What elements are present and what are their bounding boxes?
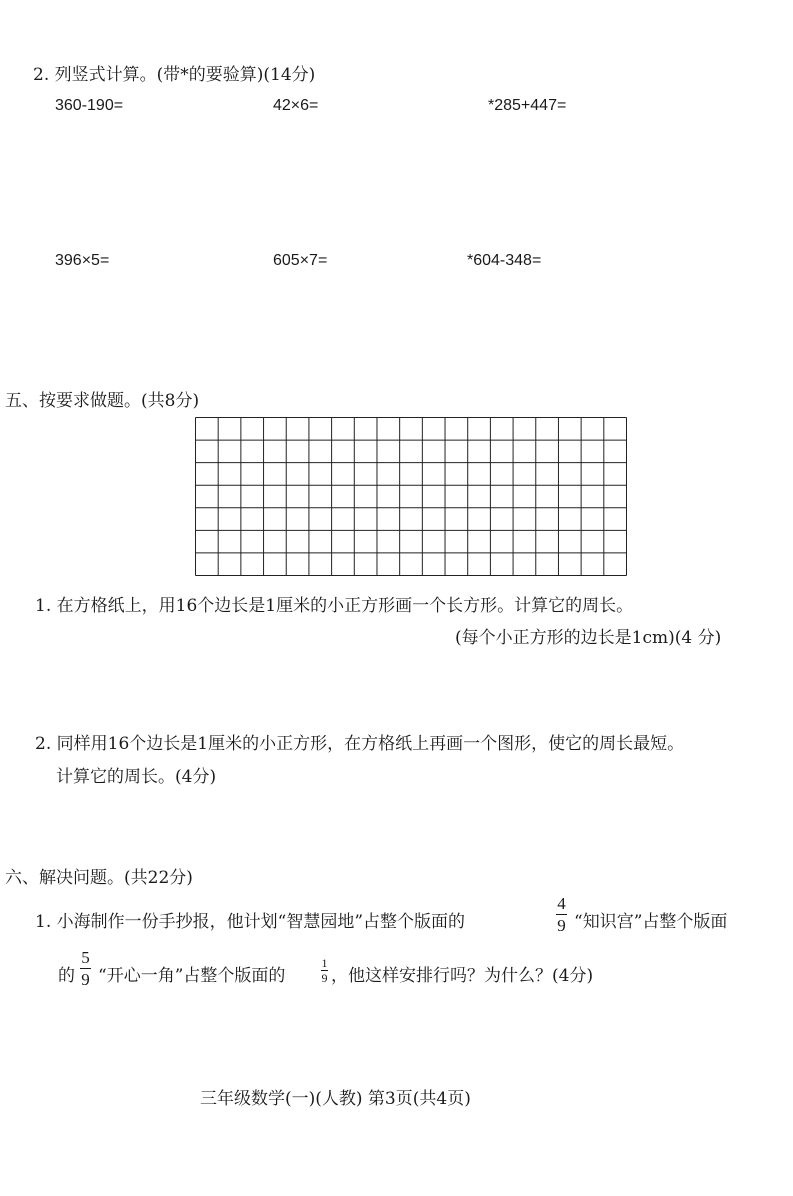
question-title: 2. 列竖式计算。(带*的要验算)(14分) (33, 65, 316, 85)
square-grid (195, 417, 627, 577)
fraction-numerator: 4 (557, 894, 566, 913)
fraction-denominator: 9 (557, 916, 566, 935)
fraction (321, 957, 328, 984)
question-note: (每个小正方形的边长是1cm)(4 分) (455, 628, 722, 648)
fraction-denominator: 9 (321, 971, 328, 985)
fraction-numerator: 1 (321, 956, 328, 970)
section-heading: 六、解决问题。(共22分) (5, 868, 193, 888)
expression: 605×7= (273, 252, 328, 269)
fraction (556, 895, 567, 934)
fraction-numerator: 5 (81, 948, 90, 967)
page-footer: 三年级数学(一)(人教) 第3页(共4页) (200, 1089, 471, 1109)
question-text: 2. 同样用16个边长是1厘米的小正方形，在方格纸上再画一个图形，使它的周长最短。 (35, 734, 685, 754)
expression: *285+447= (488, 97, 567, 114)
expression: 396×5= (55, 252, 110, 269)
question-text: “知识宫”占整个版面 (574, 912, 728, 932)
expression: 360-190= (55, 97, 124, 114)
question-text: 计算它的周长。(4分) (56, 767, 217, 787)
fraction-denominator: 9 (81, 970, 90, 989)
section-heading: 五、按要求做题。(共8分) (5, 391, 200, 411)
expression: 42×6= (273, 97, 319, 114)
question-text: 1. 小海制作一份手抄报，他计划“智慧园地”占整个版面的 (35, 912, 466, 932)
fraction (80, 949, 91, 988)
question-text: “开心一角”占整个版面的 (98, 966, 286, 986)
question-text: ，他这样安排行吗？为什么？(4分) (331, 966, 594, 986)
expression: *604-348= (467, 252, 542, 269)
question-text: 1. 在方格纸上，用16个边长是1厘米的小正方形画一个长方形。计算它的周长。 (35, 596, 634, 616)
question-text: 的 (58, 966, 75, 986)
